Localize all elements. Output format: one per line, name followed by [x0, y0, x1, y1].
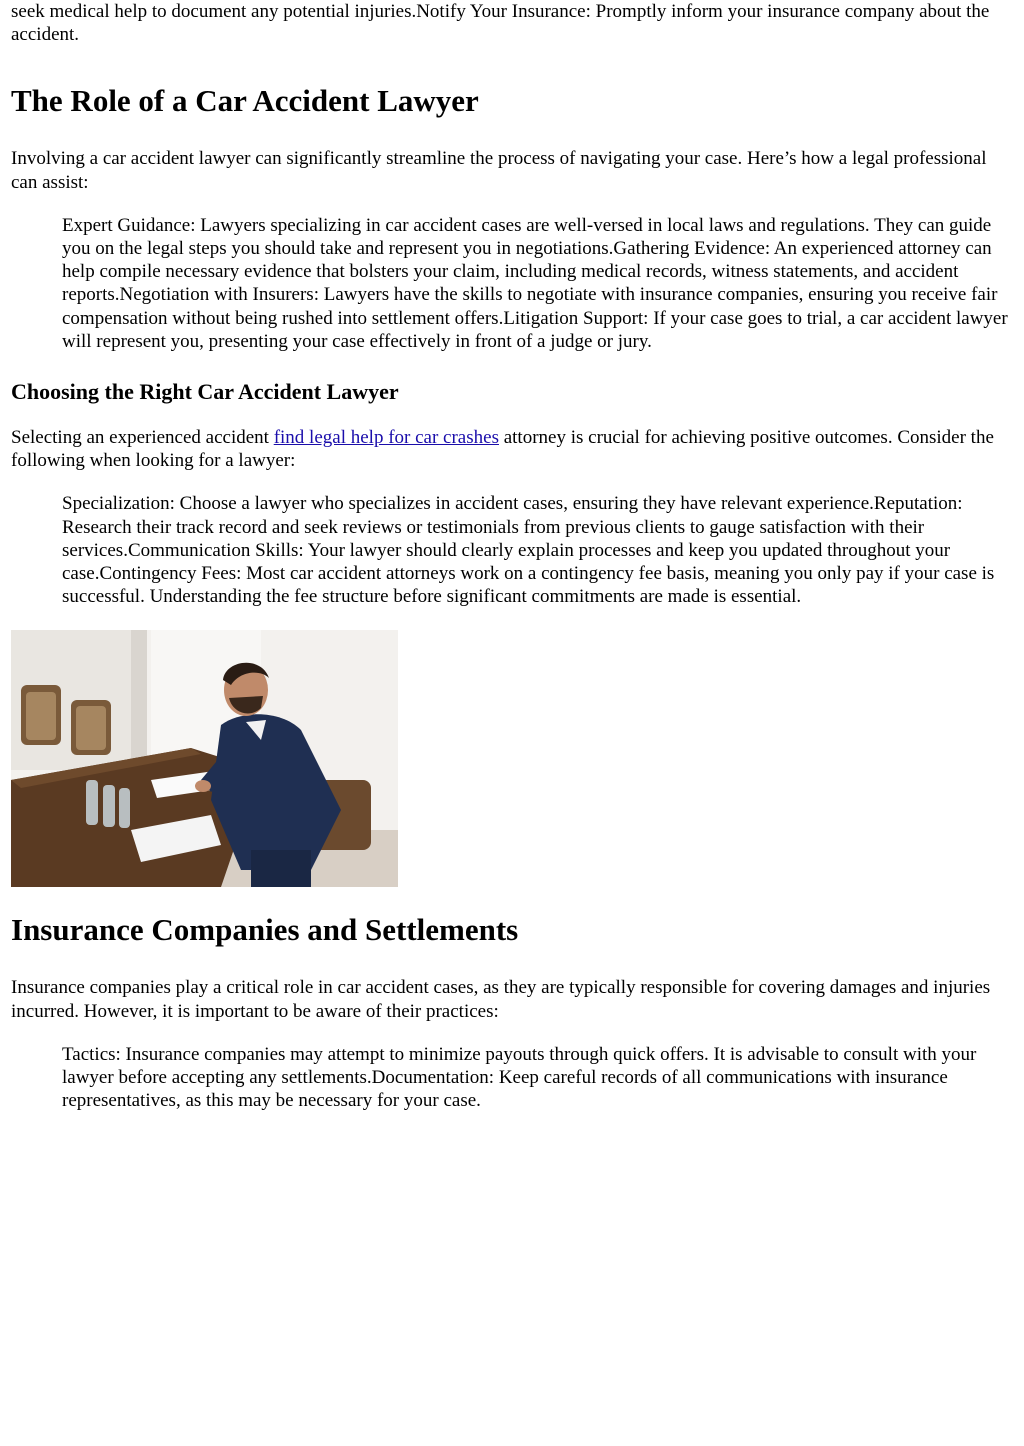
article: [11, 0, 1014, 1112]
heading-role-of-lawyer: The Role of a Car Accident Lawyer: [11, 83, 479, 119]
intro-paragraph: seek medical help to document any potential injuries.Notify Your Insurance: Promptly inform your insurance company about the accident.: [11, 1, 990, 46]
role-blockquote: Expert Guidance: Lawyers specializing in car accident cases are well-versed in local laws and regulations. They can guide you on the legal steps you should take and represent you in negotiations.Gathering Evidence: An experienced attorney can help compile necessary evidence that bolsters your claim, including medical records, witness statements, and accident reports.Negotiation with Insurers: Lawyers have the skills to negotiate with insurance companies, ensuring you receive fair compensation without being rushed into settlement offers.Litigation Support: If your case goes to trial, a car accident lawyer will represent you, presenting your case effectively in front of a judge or jury.: [62, 214, 1008, 352]
lawyer-photo: [11, 630, 398, 887]
role-paragraph: Involving a car accident lawyer can significantly streamline the process of navigating your case. Here’s how a legal professional can assist:: [11, 148, 987, 193]
choosing-paragraph: [11, 426, 1014, 472]
insurance-paragraph: Insurance companies play a critical role in car accident cases, as they are typically responsible for covering damages and injuries incurred. However, it is important to be aware of their practices:: [11, 977, 991, 1022]
heading-insurance-companies: Insurance Companies and Settlements: [11, 912, 519, 948]
choosing-blockquote: Specialization: Choose a lawyer who specializes in accident cases, ensuring they have relevant experience.Reputation: Research their track record and seek reviews or testimonials from previous clients to gauge satisfaction with their services.Communication Skills: Your lawyer should clearly explain processes and keep you updated throughout your case.Contingency Fees: Most car accident attorneys work on a contingency fee basis, meaning you only pay if your case is successful. Understanding the fee structure before significant commitments are made is essential.: [62, 493, 995, 608]
heading-choosing-lawyer: Choosing the Right Car Accident Lawyer: [11, 379, 399, 405]
insurance-blockquote: Tactics: Insurance companies may attempt to minimize payouts through quick offers. It is advisable to consult with your lawyer before accepting any settlements.Documentation: Keep careful records of all communications with insurance representatives, as this may be necessary for your case.: [62, 1043, 977, 1112]
choosing-text-after-link: attorney is crucial for achieving positive outcomes. Consider the following when looking for a lawyer:: [11, 427, 994, 472]
choosing-text-before-link: Selecting an experienced accident: [11, 427, 274, 449]
photo-lawyer-writing-at-desk-icon: [11, 630, 398, 887]
legal-help-link[interactable]: find legal help for car crashes: [273, 427, 499, 449]
